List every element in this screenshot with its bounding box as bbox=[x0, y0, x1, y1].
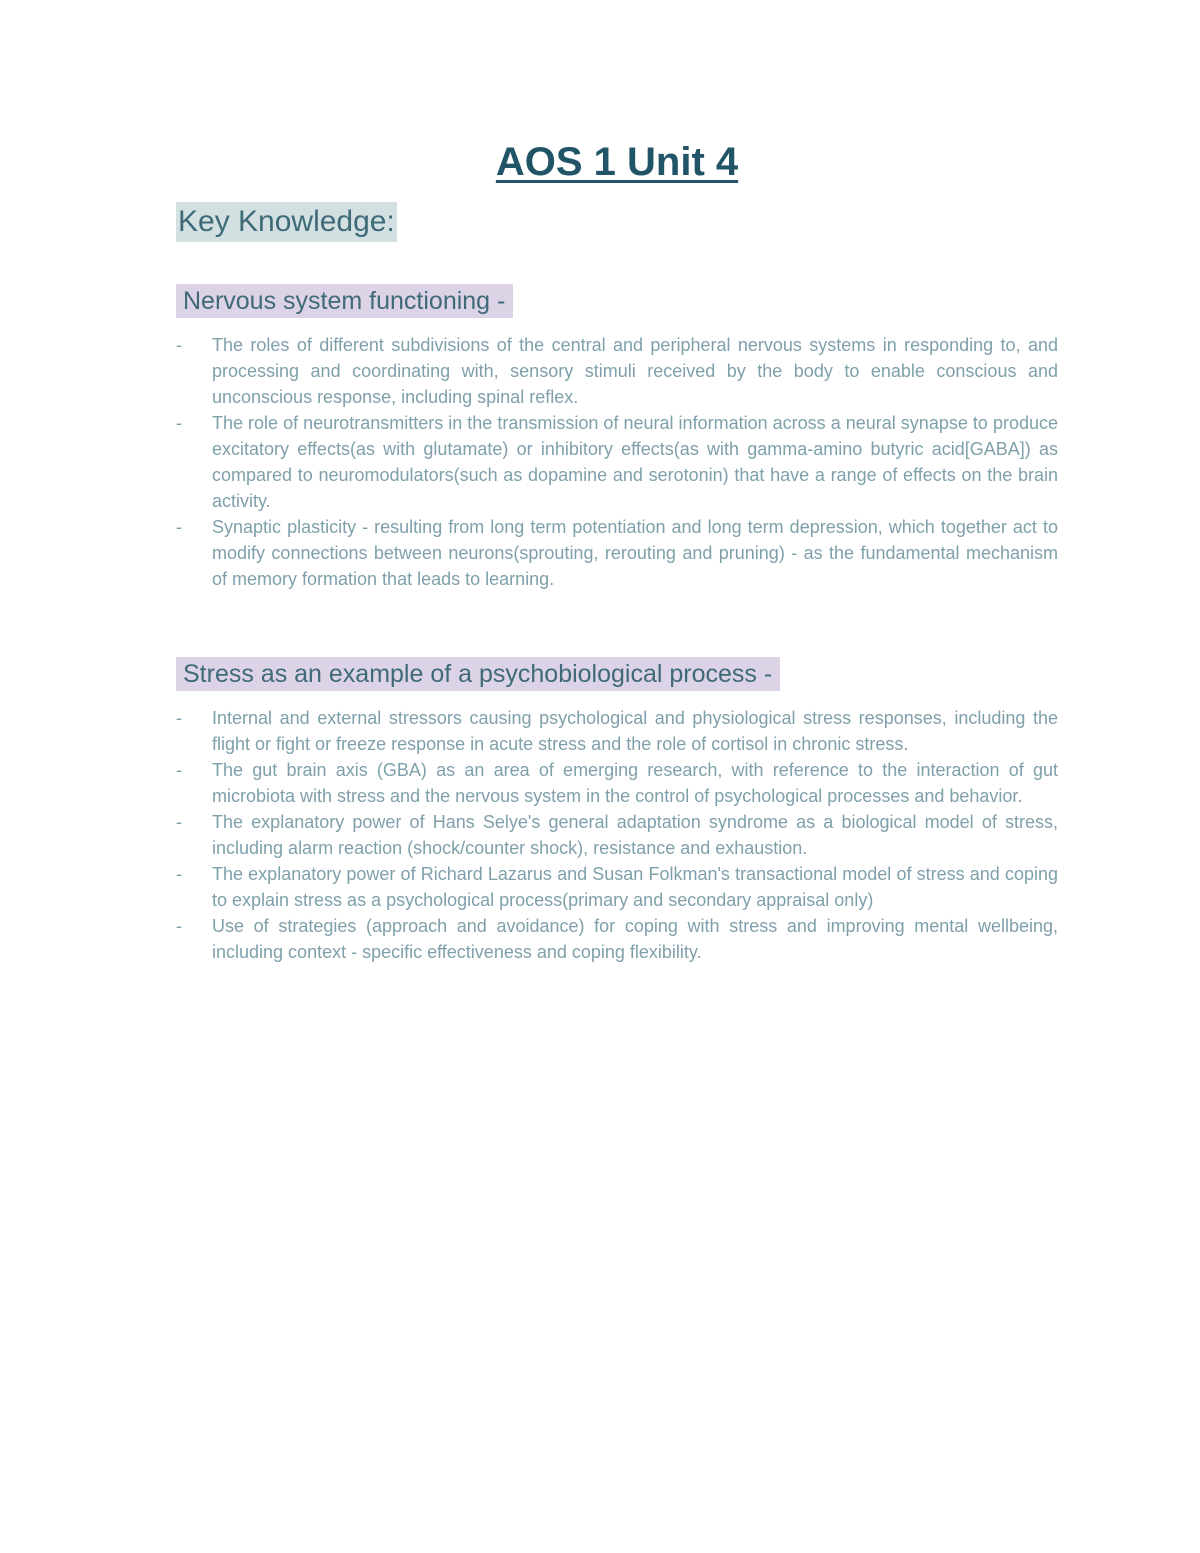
page-title: AOS 1 Unit 4 bbox=[495, 140, 739, 184]
bullet-text: Use of strategies (approach and avoidance) for coping with stress and improving mental wellbeing, including context - specific effectiveness and coping flexibility. bbox=[212, 916, 1058, 962]
list-item bbox=[176, 809, 1058, 861]
key-knowledge-label: Key Knowledge: bbox=[176, 202, 397, 242]
bullet-marker: - bbox=[176, 760, 182, 780]
list-item bbox=[176, 861, 1058, 913]
bullet-text: The roles of different subdivisions of the central and peripheral nervous systems in responding to, and processing and coordinating with, sensory stimuli received by the body to enable conscious and unconscious response, including spinal reflex. bbox=[212, 335, 1058, 407]
bullet-text: The gut brain axis (GBA) as an area of emerging research, with reference to the interaction of gut microbiota with stress and the nervous system in the control of psychological processes and behavior. bbox=[212, 760, 1058, 806]
bullet-list-stress bbox=[176, 705, 1058, 965]
list-item bbox=[176, 913, 1058, 965]
bullet-text: The explanatory power of Richard Lazarus and Susan Folkman's transactional model of stress and coping to explain stress as a psychological process(primary and secondary appraisal only) bbox=[212, 864, 1058, 910]
section-heading-nervous-system: Nervous system functioning - bbox=[176, 284, 513, 318]
bullet-marker: - bbox=[176, 708, 182, 728]
bullet-text: The explanatory power of Hans Selye's general adaptation syndrome as a biological model of stress, including alarm reaction (shock/counter shock), resistance and exhaustion. bbox=[212, 812, 1058, 858]
section-heading-stress: Stress as an example of a psychobiological process - bbox=[176, 657, 780, 691]
list-item bbox=[176, 332, 1058, 410]
list-item bbox=[176, 757, 1058, 809]
bullet-marker: - bbox=[176, 413, 182, 433]
bullet-list-nervous-system bbox=[176, 332, 1058, 592]
bullet-marker: - bbox=[176, 335, 182, 355]
bullet-marker: - bbox=[176, 812, 182, 832]
bullet-marker: - bbox=[176, 517, 182, 537]
bullet-text: Synaptic plasticity - resulting from long term potentiation and long term depression, which together act to modify connections between neurons(sprouting, rerouting and pruning) - as the fundamental mechanism of memory formation that leads to learning. bbox=[212, 517, 1058, 589]
bullet-text: Internal and external stressors causing psychological and physiological stress responses, including the flight or fight or freeze response in acute stress and the role of cortisol in chronic stress. bbox=[212, 708, 1058, 754]
list-item bbox=[176, 705, 1058, 757]
list-item bbox=[176, 410, 1058, 514]
list-item bbox=[176, 514, 1058, 592]
bullet-marker: - bbox=[176, 916, 182, 936]
bullet-text: The role of neurotransmitters in the transmission of neural information across a neural synapse to produce excitatory effects(as with glutamate) or inhibitory effects(as with gamma-amino butyric acid[GABA]) as compared to neuromodulators(such as dopamine and serotonin) that have a range of effects on the brain activity. bbox=[212, 413, 1058, 511]
bullet-marker: - bbox=[176, 864, 182, 884]
